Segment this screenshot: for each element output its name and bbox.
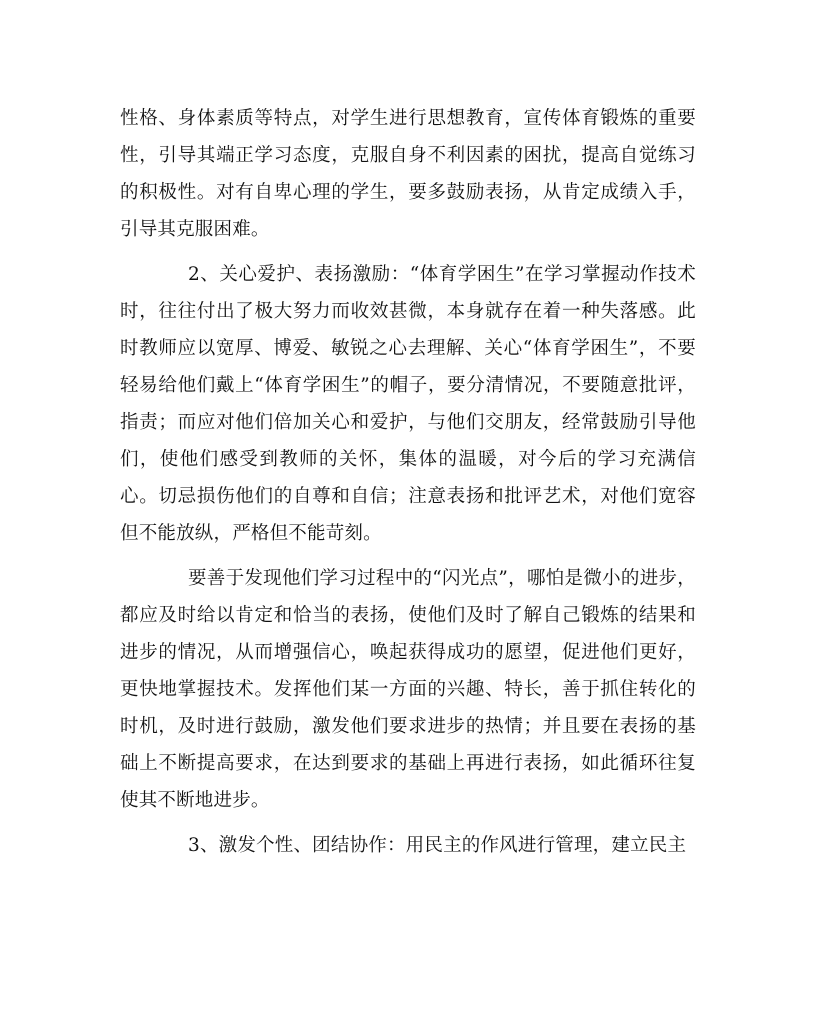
paragraph-praise-progress: 要善于发现他们学习过程中的“闪光点”，哪怕是微小的进步，都应及时给以肯定和恰当的表扬，使他们及时了解自己锻炼的结果和进步的情况，从而增强信心，唤起获得成功的愿望，促进他们更好，更快地掌握技术。发挥他们某一方面的兴趣、特长，善于抓住转化的时机，及时进行鼓励，激发他们要求进步的热情；并且要在表扬的基础上不断提高要求，在达到要求的基础上再进行表扬，如此循环往复使其不断地进步。 <box>120 568 696 811</box>
paragraph-individuality-cooperation: 3、激发个性、团结协作：用民主的作风进行管理，建立民主 <box>188 835 687 856</box>
paragraph-care-and-encouragement: 2、关心爱护、表扬激励：“体育学困生”在学习掌握动作技术时，往往付出了极大努力而收效甚微，本身就存在着一种失落感。此时教师应以宽厚、博爱、敏锐之心去理解、关心“体育学困生”，不要轻易给他们戴上“体育学困生”的帽子，要分清情况，不要随意批评，指责；而应对他们倍加关心和爱护，与他们交朋友，经常鼓励引导他们，使他们感受到教师的关怀，集体的温暖，对今后的学习充满信心。切忌损伤他们的自尊和自信；注意表扬和批评艺术，对他们宽容但不能放纵，严格但不能苛刻。 <box>120 264 696 544</box>
paragraph-continuation: 性格、身体素质等特点，对学生进行思想教育，宣传体育锻炼的重要性，引导其端正学习态度，克服自身不利因素的困扰，提高自觉练习的积极性。对有自卑心理的学生，要多鼓励表扬，从肯定成绩入手，引导其克服困难。 <box>120 108 696 240</box>
document-body <box>120 100 696 872</box>
